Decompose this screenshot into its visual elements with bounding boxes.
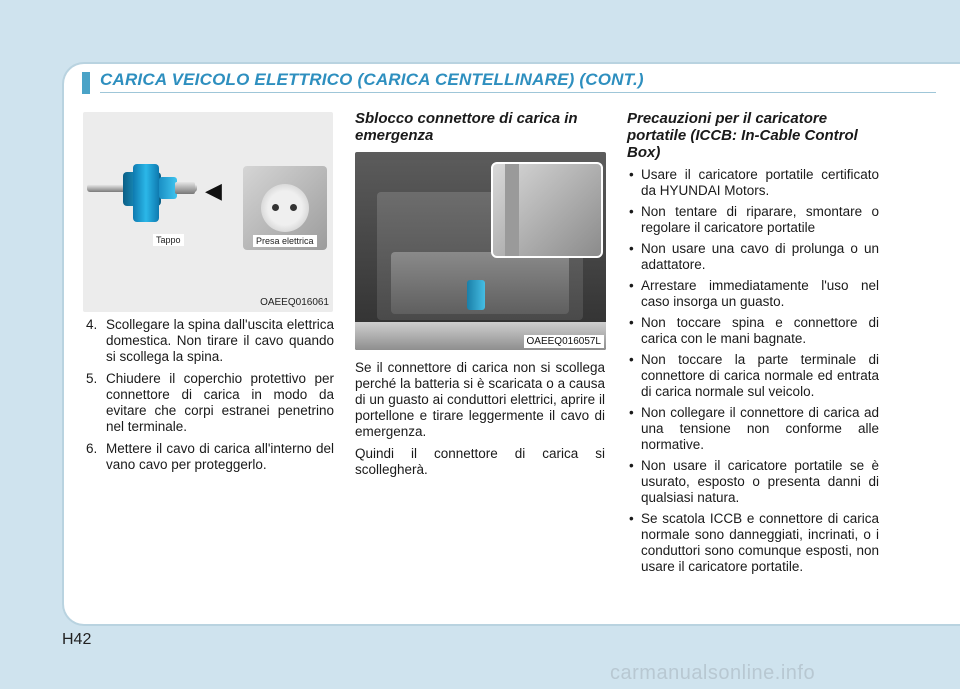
list-item: • Se scatola ICCB e connettore di carica normale sono danneggiati, incrinati, o i conduttori sono comunque esposti, non usare il caricatore portatile. xyxy=(627,511,879,575)
precautions-column xyxy=(627,110,879,580)
step-text: Chiudere il coperchio protettivo per connettore di carica in modo da evitare che corpi estranei penetrino nel terminale. xyxy=(106,371,334,434)
emergency-cable-handle-illustration xyxy=(467,280,485,310)
plug-cap-illustration xyxy=(133,164,159,222)
socket-hole xyxy=(290,204,297,211)
detail-inset xyxy=(491,162,603,258)
plug-end-illustration xyxy=(175,182,195,194)
step-text: Mettere il cavo di carica all'interno del vano cavo per proteggerlo. xyxy=(106,441,334,472)
step-number: 6. xyxy=(86,441,98,456)
steps-column xyxy=(86,317,334,479)
figure-code: OAEEQ016057L xyxy=(524,335,605,348)
inset-strap-illustration xyxy=(505,164,519,256)
paragraph: Quindi il connettore di carica si scollegherà. xyxy=(355,446,605,477)
list-item: • Usare il caricatore portatile certificato da HYUNDAI Motors. xyxy=(627,167,879,199)
precautions-list xyxy=(627,167,879,575)
title-accent-bar xyxy=(82,72,90,94)
step-number: 4. xyxy=(86,317,98,332)
page-number: H42 xyxy=(62,631,92,648)
title-divider xyxy=(100,92,936,93)
list-item: • Arrestare immediatamente l'uso nel caso insorga un guasto. xyxy=(627,278,879,310)
figure-plug-socket xyxy=(83,112,333,312)
figure-trunk xyxy=(355,152,606,350)
page-title: CARICA VEICOLO ELETTRICO (CARICA CENTELLINARE) (CONT.) xyxy=(100,70,644,89)
label-socket: Presa elettrica xyxy=(253,235,317,247)
step-number: 5. xyxy=(86,371,98,386)
list-item: • Non collegare il connettore di carica ad una tensione non conforme alle normative. xyxy=(627,405,879,453)
section-heading-emergency: Sblocco connettore di carica in emergenza xyxy=(355,110,578,144)
emergency-text-column xyxy=(355,360,605,484)
list-item: • Non tentare di riparare, smontare o regolare il caricatore portatile xyxy=(627,204,879,236)
paragraph: Se il connettore di carica non si scollega perché la batteria si è scaricata o a causa di un guasto ai conduttori elettrici, aprire il portellone e tirare leggermente il cavo di emergenza. xyxy=(355,360,605,439)
steps-list xyxy=(86,317,334,473)
section-heading-precautions: Precauzioni per il caricatore portatile (ICCB: In-Cable Control Box) xyxy=(627,110,858,161)
label-plug: Tappo xyxy=(153,234,184,246)
list-item: • Non toccare la parte terminale di connettore di carica normale ed entrata di carica normale sul veicolo. xyxy=(627,352,879,400)
list-item: • Non usare una cavo di prolunga o un adattatore. xyxy=(627,241,879,273)
list-item: • Non toccare spina e connettore di carica con le mani bagnate. xyxy=(627,315,879,347)
list-item: • Non usare il caricatore portatile se è usurato, esposto o presenta danni di qualsiasi natura. xyxy=(627,458,879,506)
watermark: carmanualsonline.info xyxy=(610,662,816,684)
list-item xyxy=(86,317,334,365)
socket-ring xyxy=(261,184,309,232)
step-text: Scollegare la spina dall'uscita elettrica domestica. Non tirare il cavo quando si scollega la spina. xyxy=(106,317,334,364)
arrow-left-icon: ◀ xyxy=(205,178,222,203)
figure-code: OAEEQ016061 xyxy=(260,297,329,308)
socket-hole xyxy=(272,204,279,211)
list-item xyxy=(86,371,334,435)
list-item xyxy=(86,441,334,473)
